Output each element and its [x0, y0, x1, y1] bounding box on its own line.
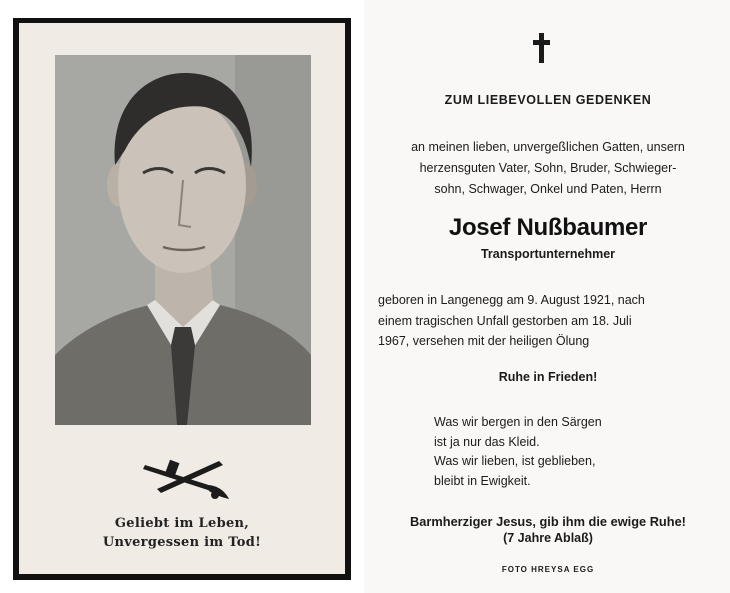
intro-line: sohn, Schwager, Onkel und Paten, Herrn	[434, 182, 662, 196]
memorial-card-back	[364, 0, 730, 593]
deceased-name: Josef Nußbaumer	[448, 214, 648, 241]
card-front-inner	[19, 23, 345, 574]
photo-credit: FOTO HREYSA EGG	[501, 565, 595, 574]
portrait-illustration	[55, 55, 311, 425]
memorial-heading: ZUM LIEBEVOLLEN GEDENKEN	[444, 93, 652, 107]
poem-line: Was wir bergen in den Särgen	[434, 415, 602, 429]
front-quote	[19, 514, 345, 552]
birth-death-line: einem tragischen Unfall gestorben am 18. Juli	[378, 313, 632, 328]
intro-line: herzensguten Vater, Sohn, Bruder, Schwieger-	[419, 161, 677, 175]
intro-text	[378, 137, 718, 200]
cross-icon	[533, 33, 549, 63]
poem-line: Was wir lieben, ist geblieben,	[434, 454, 596, 468]
birth-death-text	[378, 290, 718, 352]
intro-line: an meinen lieben, unvergeßlichen Gatten, unsern	[411, 140, 685, 154]
poem	[434, 413, 602, 491]
rest-in-peace: Ruhe in Frieden!	[498, 370, 598, 384]
quote-line: Unvergessen im Tod!	[102, 535, 262, 550]
birth-death-line: 1967, versehen mit der heiligen Ölung	[378, 334, 590, 348]
birth-death-line: geboren in Langenegg am 9. August 1921, nach	[378, 293, 645, 307]
crossed-swords-icon	[137, 455, 237, 505]
profession: Transportunternehmer	[480, 247, 616, 261]
poem-line: ist ja nur das Kleid.	[434, 434, 540, 449]
quote-line: Geliebt im Leben,	[114, 516, 250, 531]
memorial-card-front	[13, 18, 351, 580]
poem-line: bleibt in Ewigkeit.	[434, 473, 531, 488]
indulgence: (7 Jahre Ablaß)	[503, 531, 593, 545]
portrait-photo	[55, 55, 311, 425]
prayer: Barmherziger Jesus, gib ihm die ewige Ruhe!	[410, 514, 686, 529]
